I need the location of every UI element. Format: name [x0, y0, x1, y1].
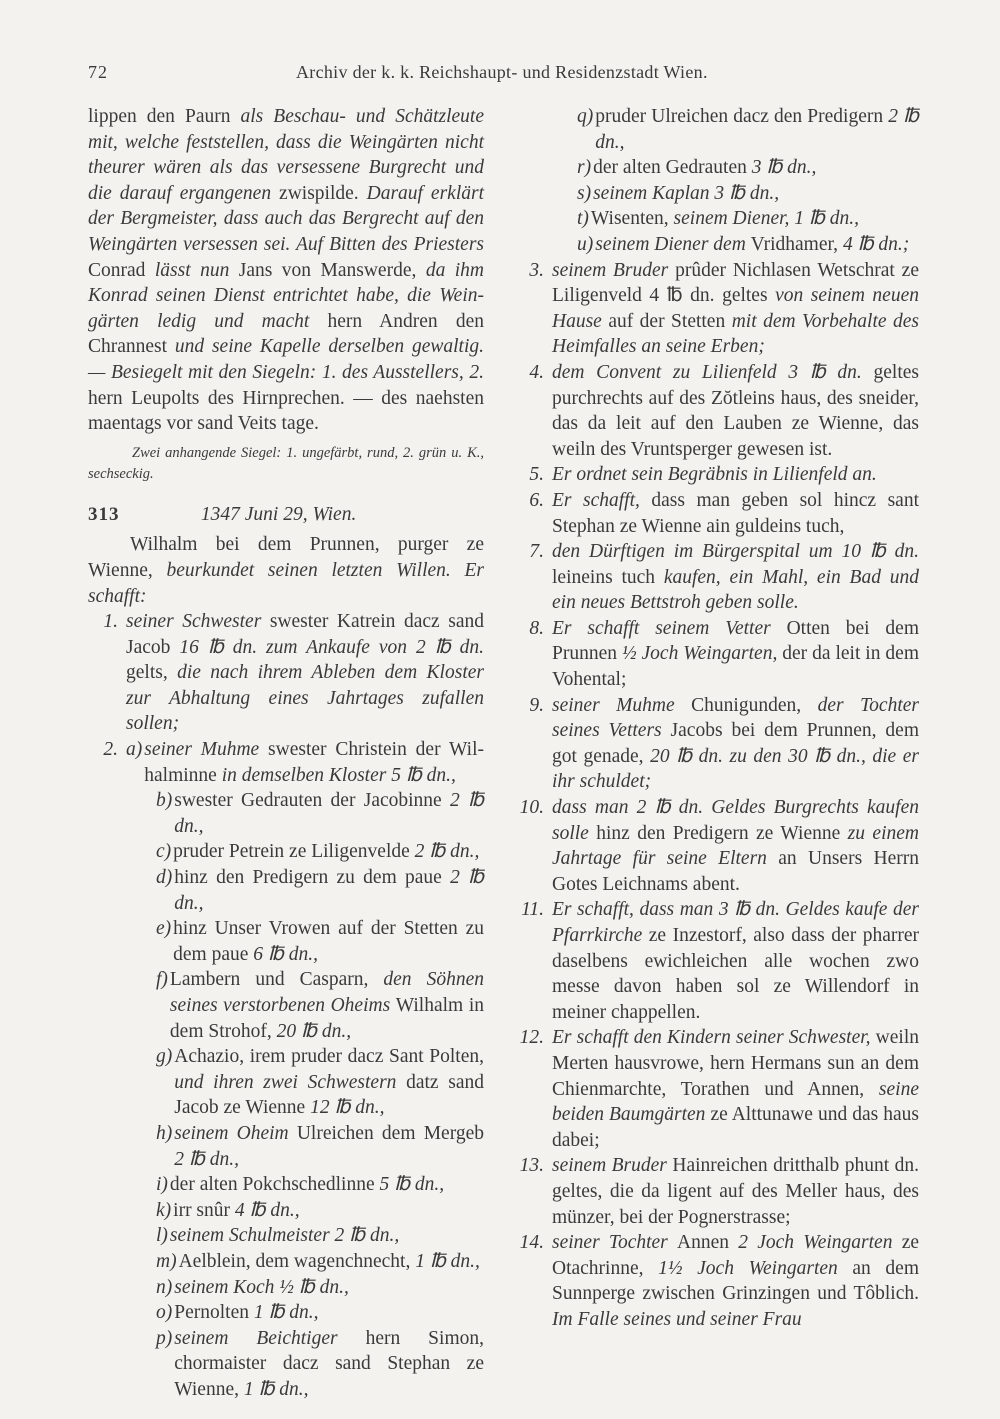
bequest-item	[88, 609, 484, 737]
sub-item	[577, 155, 919, 181]
text-run: Er schafft,	[552, 489, 652, 511]
right-column	[514, 104, 919, 1333]
text-run: pruder Petrein ze Liligenvelde	[173, 841, 415, 863]
text-run: seine beiden Baumgärten	[552, 1078, 919, 1126]
item-marker: 6.	[529, 489, 544, 511]
item-marker: 12.	[519, 1027, 544, 1049]
text-run: hern Andren den Chrannest	[88, 310, 484, 358]
sub-item	[156, 1223, 484, 1249]
sub-item-text	[170, 1223, 484, 1249]
sub-item-text	[595, 232, 919, 258]
text-run: geltes purchrechts auf des Zŏtleins haus, des sneider, das da leit auf den Lauben ze Wienne, das weiln des Vruntsperger gewesen ist.	[552, 361, 919, 460]
sub-item-marker: m)	[156, 1250, 177, 1272]
bequest-item	[88, 1044, 484, 1121]
item-body	[126, 1044, 484, 1121]
text-run: lippen den Paurn	[88, 106, 241, 127]
bequest-item	[88, 1249, 484, 1275]
sub-item-marker: i)	[156, 1174, 168, 1196]
text-run: Conrad	[88, 259, 155, 281]
text-run: Otten bei dem Prunnen	[552, 617, 919, 665]
bequest-item	[514, 258, 919, 360]
continuation-paragraph	[88, 104, 484, 437]
item-body	[552, 181, 919, 207]
text-run: in demselben Kloster 5 ℔ dn.,	[221, 764, 456, 786]
left-column	[88, 104, 484, 1403]
sub-item-text	[593, 181, 919, 207]
text-run: Aelblein, dem wagenchnecht,	[178, 1250, 416, 1272]
text-run: Wisenten,	[590, 208, 674, 230]
sub-item	[156, 1044, 484, 1121]
text-run: Jacobs bei dem Prunnen, dem got genade,	[552, 720, 919, 767]
text-run: prûder Nichlasen Wetschrat ze Liligenveld 4 ℔ dn. geltes	[552, 259, 919, 307]
text-run: 20 ℔ dn. zu den 30 ℔ dn., die er ihr schuldet;	[552, 745, 919, 793]
sub-item-text	[174, 865, 484, 916]
sub-item-text	[170, 1172, 484, 1198]
text-run: da ihm Konrad seinen Dienst entrichtet habe, die Weingärten ledig und macht	[88, 259, 485, 332]
sub-item-marker: f)	[156, 969, 168, 991]
text-run: Jans von Manswerde,	[238, 259, 426, 281]
item-marker	[514, 181, 552, 207]
text-run: swester Christein der Wilhalminne	[144, 739, 485, 786]
item-body	[126, 865, 484, 916]
text-run: und ihren zwei Schwestern	[174, 1071, 407, 1093]
text-run: mit dem Vorbehalte des Heimfalles an seine Erben;	[552, 310, 920, 358]
bequest-item	[514, 1153, 919, 1230]
item-body	[126, 839, 484, 865]
bequest-item	[88, 1172, 484, 1198]
sub-item	[156, 1300, 484, 1326]
text-run: seinem Bruder	[552, 1155, 673, 1177]
text-run: Wilhalm in dem Strohof,	[169, 995, 484, 1042]
text-run: ½ Joch Weingarten,	[621, 643, 783, 665]
text-run: 5 ℔ dn.,	[379, 1174, 445, 1196]
sub-item-marker: q)	[577, 106, 594, 127]
item-body	[552, 1230, 919, 1332]
text-run: Achazio, irem pruder dacz Sant Polten,	[174, 1046, 484, 1068]
text-run: weiln Merten hausvrowe, hern Hermans sun an dem Chienmarchte, Torathen und Annen,	[552, 1027, 919, 1100]
bequest-item	[514, 616, 919, 693]
item-marker	[88, 1121, 126, 1172]
bequest-item	[514, 232, 919, 258]
bequest-item	[88, 1121, 484, 1172]
sub-item	[156, 916, 484, 967]
sub-item	[156, 1121, 484, 1172]
item-marker: 7.	[529, 541, 544, 563]
item-marker: 10.	[519, 797, 544, 819]
text-run: seiner Muhme	[552, 694, 692, 716]
item-marker	[88, 1172, 126, 1198]
text-run: seinem Schulmeister 2 ℔ dn.,	[169, 1225, 400, 1247]
text-run: ze Inzestorf, also dass der pharrer daselbens ewichleichen alle wochen zwo messe davon haben sol ze Willendorf in meiner chappellen.	[552, 925, 919, 1023]
entry-intro	[88, 532, 484, 609]
sub-item	[156, 1198, 484, 1224]
sub-item-marker: o)	[156, 1302, 173, 1324]
sub-item-text	[144, 737, 484, 788]
sub-item-marker: r)	[577, 157, 592, 179]
text-run: Im Falle seines und seiner Frau	[552, 1308, 802, 1330]
bequest-item	[514, 795, 919, 897]
text-run: 6 ℔ dn.,	[253, 943, 318, 965]
text-run: 4 ℔ dn.,	[234, 1199, 300, 1221]
bequest-item	[514, 206, 919, 232]
text-run: 2 Joch Weingarten	[738, 1232, 902, 1254]
bequest-item	[88, 967, 484, 1044]
text-run: seinem Bruder	[552, 259, 676, 281]
text-run: Annen	[677, 1232, 739, 1254]
text-run: 1 ℔ dn.,	[415, 1250, 480, 1272]
bequest-item	[514, 462, 919, 488]
item-marker: 9.	[529, 694, 544, 716]
text-run: seinem Oheim	[174, 1122, 297, 1144]
sub-item	[156, 1249, 484, 1275]
bequest-item	[88, 865, 484, 916]
item-marker: 3.	[529, 259, 544, 281]
sub-item-marker: l)	[156, 1225, 168, 1247]
item-marker	[88, 865, 126, 916]
bequest-item	[88, 1198, 484, 1224]
bequest-item	[88, 916, 484, 967]
sub-item-marker: p)	[156, 1327, 173, 1349]
bequest-item	[88, 737, 484, 788]
item-marker	[88, 1326, 126, 1403]
text-run: 12 ℔ dn.,	[310, 1097, 385, 1119]
text-run: swester Gedrauten der Jacobinne	[174, 790, 450, 812]
sub-item-marker: k)	[156, 1199, 172, 1221]
sub-item-marker: g)	[156, 1046, 173, 1068]
sub-item-text	[170, 967, 484, 1044]
text-run: leineins tuch	[552, 566, 664, 588]
text-run: dass man geben sol hincz sant Stephan ze Wienne ain guldeins tuch,	[552, 489, 919, 537]
bequest-item	[514, 181, 919, 207]
text-run: den Dürftigen im Bürgerspital um 10 ℔ dn.	[552, 541, 919, 563]
item-body	[126, 1198, 484, 1224]
sub-item-marker: s)	[577, 182, 592, 204]
item-body	[126, 737, 484, 788]
bequest-item	[514, 1025, 919, 1153]
item-marker	[88, 839, 126, 865]
item-marker	[88, 1300, 126, 1326]
text-run: Darauf erklärt der Bergmeister, dass auch das Bergrecht auf den Weingärten versessen sei. Auf Bitten des Priesters	[88, 182, 484, 255]
text-run: auf der Stetten	[608, 310, 732, 332]
entry-heading	[88, 502, 484, 528]
item-marker: 11.	[521, 899, 544, 921]
text-run: irr snûr	[173, 1199, 235, 1221]
item-marker	[88, 916, 126, 967]
sub-item	[156, 1172, 484, 1198]
item-body	[552, 795, 919, 897]
text-run: swester Katrein dacz sand Jacob	[126, 611, 484, 658]
item-body	[552, 462, 919, 488]
sub-item	[156, 865, 484, 916]
item-marker: 2.	[103, 739, 118, 761]
item-body	[126, 1172, 484, 1198]
text-run: Lambern und Casparn,	[169, 969, 384, 991]
text-run: von seinem neuen Hause	[552, 285, 919, 332]
bequest-item	[514, 693, 919, 795]
running-title: Archiv der k. k. Reichshaupt- und Residenzstadt Wien.	[296, 62, 708, 82]
text-run: seiner Tochter	[552, 1232, 677, 1254]
sub-item-text	[173, 839, 484, 865]
text-run: und seine Kapelle derselben gewaltig. — Besiegelt mit den Siegeln: 1. des Ausstellers, 2.	[88, 336, 484, 383]
text-run: zwispilde.	[279, 182, 367, 204]
sub-item	[156, 839, 484, 865]
page-header	[0, 60, 1000, 88]
item-body	[552, 258, 919, 360]
item-body	[552, 1025, 919, 1153]
item-body	[552, 693, 919, 795]
sub-item	[156, 1275, 484, 1301]
text-run: Er schafft seinem Vetter	[552, 617, 787, 639]
text-run: an dem Sunnperge zwischen Grinzingen und Tôblich.	[552, 1257, 919, 1305]
text-run: hinz Unser Vrowen auf der Stetten zu dem paue	[173, 918, 484, 965]
text-run: Er schafft den Kindern seiner Schwester,	[552, 1027, 876, 1049]
bequest-item	[88, 1300, 484, 1326]
sub-item	[156, 788, 484, 839]
seal-note: Zwei anhangende Siegel: 1. ungefärbt, rund, 2. grün u. K., sechseckig.	[88, 444, 484, 482]
bequest-item	[514, 155, 919, 181]
text-run: seiner Schwester	[126, 611, 270, 633]
sub-item-text	[595, 104, 919, 155]
page-number: 72	[88, 62, 108, 82]
text-run: seiner Muhme	[144, 739, 269, 761]
text-run: Chunigunden,	[691, 694, 818, 716]
text-run: hinz den Predigern ze Wienne	[596, 822, 848, 844]
text-run: lässt nun	[154, 259, 239, 281]
text-run: die nach ihrem Ableben dem Kloster zur Abhaltung eines Jahrtages zufallen sollen;	[126, 662, 484, 735]
sub-item-marker: n)	[156, 1276, 173, 1298]
item-marker: 1.	[103, 611, 118, 633]
item-marker: 4.	[529, 361, 544, 383]
sub-item	[577, 206, 919, 232]
sub-item	[577, 232, 919, 258]
sub-item-text	[174, 1275, 484, 1301]
item-body	[126, 1326, 484, 1403]
bequest-item	[514, 539, 919, 616]
text-run: 2 ℔ dn.,	[174, 1148, 239, 1170]
text-run: pruder Ulreichen dacz den Predigern	[595, 106, 889, 127]
text-run: 16 ℔ dn. zum Ankaufe von 2 ℔ dn.	[179, 636, 484, 658]
item-marker: 8.	[529, 617, 544, 639]
item-marker	[514, 206, 552, 232]
bequest-list-right	[514, 258, 919, 1333]
bequest-item	[514, 104, 919, 155]
item-body	[552, 488, 919, 539]
text-run: der da leit in dem Vohental;	[552, 643, 919, 691]
bequest-list-left	[88, 609, 484, 1402]
item-body	[126, 916, 484, 967]
text-run: seinem Kaplan 3 ℔ dn.,	[593, 182, 780, 204]
entry-number: 313	[88, 503, 120, 525]
text-run: Vridhamer,	[750, 233, 843, 255]
item-marker	[514, 155, 552, 181]
sub-item-marker: h)	[156, 1122, 173, 1144]
item-body	[552, 360, 919, 462]
text-run: kaufen, ein Mahl, ein Bad und ein neues Bettstroh geben solle.	[552, 566, 919, 614]
sub-item-text	[174, 1121, 484, 1172]
item-marker	[514, 232, 552, 258]
item-body	[126, 967, 484, 1044]
sub-item-marker: d)	[156, 867, 173, 889]
text-run: dem Convent zu Lilienfeld 3 ℔ dn.	[552, 361, 874, 383]
text-run: gelts,	[126, 662, 178, 684]
item-body	[552, 232, 919, 258]
sub-item-marker: b)	[156, 790, 173, 812]
text-run: Er schafft, dass man 3 ℔ dn. Geldes kaufe der Pfarrkirche	[552, 899, 919, 946]
item-body	[126, 1300, 484, 1326]
text-run: 2 ℔ dn.,	[174, 790, 484, 837]
sub-item	[577, 181, 919, 207]
text-run: 4 ℔ dn.;	[842, 233, 910, 255]
item-body	[552, 104, 919, 155]
text-run: 2 ℔ dn.,	[414, 841, 480, 863]
text-run: datz sand Jacob ze Wienne	[174, 1071, 484, 1119]
item-body	[126, 1275, 484, 1301]
sub-item-text	[174, 1300, 484, 1326]
bequest-sublist-right	[514, 104, 919, 258]
item-body	[552, 155, 919, 181]
text-run: seinem Koch ½ ℔ dn.,	[174, 1276, 349, 1298]
text-run: ze Alttunawe und das haus dabei;	[552, 1104, 919, 1151]
sub-item-text	[173, 1198, 484, 1224]
bequest-item	[514, 1230, 919, 1332]
item-marker: 13.	[519, 1155, 544, 1177]
sub-item-text	[179, 1249, 484, 1275]
sub-item-text	[173, 916, 484, 967]
sub-item-text	[174, 1044, 484, 1121]
text-run: dass man 2 ℔ dn. Geldes Burgrechts kaufen solle	[552, 797, 919, 844]
text-run: Pernolten	[174, 1302, 254, 1324]
item-marker: 14.	[519, 1232, 544, 1254]
bequest-item	[88, 1275, 484, 1301]
text-run: hern Leupolts des Hirnprechen. — des naehsten maentags vor sand Veits tage.	[88, 387, 484, 435]
sub-item-marker: e)	[156, 918, 172, 940]
item-body	[552, 206, 919, 232]
text-run: der alten Pokchschedlinne	[169, 1174, 380, 1196]
text-run: der alten Gedrauten	[593, 157, 752, 179]
text-run: hinz den Predigern zu dem paue	[174, 867, 451, 889]
item-marker	[88, 1249, 126, 1275]
text-run: 2 ℔ dn.,	[595, 106, 920, 153]
text-run: ze Otachrinne,	[552, 1232, 919, 1279]
item-body	[552, 897, 919, 1025]
text-run: Hainreichen dritthalb phunt dn. geltes, die da ligent auf des Meller haus, des münzer, bei der Pognerstrasse;	[552, 1155, 919, 1228]
item-marker	[88, 1044, 126, 1121]
sub-item	[156, 1326, 484, 1403]
text-run: beurkundet seinen letzten Willen. Er schafft:	[88, 559, 484, 607]
text-run: der Tochter seines Vetters	[552, 694, 919, 742]
text-run: 20 ℔ dn.,	[276, 1020, 352, 1042]
item-body	[126, 788, 484, 839]
bequest-item	[514, 360, 919, 462]
text-run: Er ordnet sein Begräbnis in Lilienfeld an.	[552, 464, 877, 486]
item-body	[126, 1223, 484, 1249]
item-marker	[514, 104, 552, 155]
sub-item-marker: a)	[126, 739, 143, 761]
bequest-item	[88, 1223, 484, 1249]
text-run: Wilhalm bei dem Prunnen, purger ze Wienne,	[88, 534, 484, 581]
text-run: 1 ℔ dn.,	[243, 1378, 309, 1400]
item-marker	[88, 967, 126, 1044]
text-run: 1 ℔ dn.,	[253, 1302, 319, 1324]
bequest-item	[88, 1326, 484, 1403]
item-body	[126, 609, 484, 737]
bequest-item	[514, 897, 919, 1025]
text-run: seinem Diener dem	[595, 233, 751, 255]
bequest-item	[514, 488, 919, 539]
item-marker	[88, 1275, 126, 1301]
item-body	[552, 539, 919, 616]
sub-item-text	[174, 1326, 484, 1403]
text-run: an Unsers Herrn Gotes Leichnams abent.	[552, 848, 919, 895]
item-body	[126, 1121, 484, 1172]
item-marker	[88, 1223, 126, 1249]
text-run: zu einem Jahrtage für seine Eltern	[552, 822, 919, 870]
text-run: 1½ Joch Weingarten	[658, 1257, 853, 1279]
sub-item	[577, 104, 919, 155]
sub-item-text	[591, 206, 919, 232]
text-run: hern Simon, chormaister dacz sand Stephan ze Wienne,	[174, 1327, 484, 1400]
item-marker: 5.	[529, 464, 544, 486]
bequest-item	[88, 788, 484, 839]
item-body	[126, 1249, 484, 1275]
entry-date: 1347 Juni 29, Wien.	[200, 503, 357, 525]
text-run: den Söhnen seines verstorbenen Oheims	[169, 969, 484, 1016]
sub-item-marker: u)	[577, 233, 594, 255]
sub-item-text	[174, 788, 484, 839]
item-marker	[88, 788, 126, 839]
text-run: Ulreichen dem Mergeb	[296, 1122, 484, 1144]
sub-item	[156, 967, 484, 1044]
sub-item	[126, 737, 484, 788]
text-run: als Beschau- und Schätzleute mit, welche feststellen, dass die Weingärten nicht theurer wären als das versessene Burgrecht und die darauf ergangenen	[88, 106, 484, 204]
item-body	[552, 616, 919, 693]
text-run: 3 ℔ dn.,	[751, 157, 817, 179]
sub-item-marker: t)	[577, 208, 589, 230]
bequest-item	[88, 839, 484, 865]
text-run: seinem Beichtiger	[174, 1327, 366, 1349]
text-run: 2 ℔ dn.,	[174, 867, 485, 914]
item-body	[552, 1153, 919, 1230]
text-run: seinem Diener, 1 ℔ dn.,	[673, 208, 859, 230]
item-marker	[88, 1198, 126, 1224]
sub-item-text	[593, 155, 919, 181]
sub-item-marker: c)	[156, 841, 172, 863]
